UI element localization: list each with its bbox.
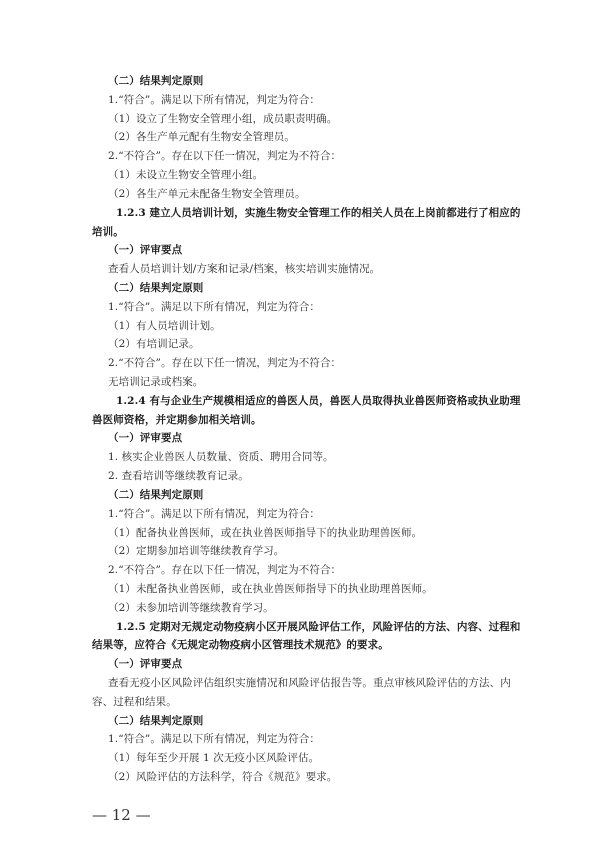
body-text: 1. 核实企业兽医人员数量、资质、聘用合同等。 [108,451,334,464]
body-text: 2.“不符合”。存在以下任一情况，判定为不符合： [108,357,342,370]
body-text: 无培训记录或档案。 [108,376,204,388]
section-heading: （二）结果判定原则 [108,714,204,727]
clause-heading: 1.2.5 定期对无规定动物疫病小区开展风险评估工作，风险评估的方法、内容、过程和 [116,620,521,633]
body-text: 1.“符合”。满足以下所有情况，判定为符合： [108,300,320,313]
body-text: （2）有培训记录。 [108,338,200,351]
section-heading: （二）结果判定原则 [108,281,204,294]
body-text: 容、过程和结果。 [92,695,177,708]
body-text: （2）各生产单元配有生物安全管理员。 [108,131,295,144]
section-heading: （一）评审要点 [108,658,183,671]
clause-heading: 兽医师资格，并定期参加相关培训。 [92,413,262,426]
body-text: （2）风险评估的方法科学，符合《规范》要求。 [108,771,338,783]
clause-heading: 1.2.3 建立人员培训计划，实施生物安全管理工作的相关人员在上岗前都进行了相应的 [116,206,521,219]
section-heading: （一）评审要点 [108,244,183,257]
body-text: （1）未设立生物安全管理小组。 [108,169,264,182]
body-text: 2.“不符合”。存在以下任一情况，判定为不符合： [108,150,342,163]
body-text: 1.“符合”。满足以下所有情况，判定为符合： [108,93,320,106]
clause-heading: 结果等，应符合《无规定动物疫病小区管理技术规范》的要求。 [92,639,389,652]
clause-heading: 1.2.4 有与企业生产规模相适应的兽医人员，兽医人员取得执业兽医师资格或执业助理 [116,394,521,407]
body-text: 查看无疫小区风险评估组织实施情况和风险评估报告等。重点审核风险评估的方法、内 [108,676,511,689]
body-text: （2）定期参加培训等继续教育学习。 [108,545,285,558]
page-number: — 12 — [92,806,151,824]
section-heading: （一）评审要点 [108,432,183,445]
body-text: （2）未参加培训等继续教育学习。 [108,601,274,614]
section-heading: （二）结果判定原则 [108,488,204,501]
body-text: 1.“符合”。满足以下所有情况，判定为符合： [108,507,320,520]
body-text: 1.“符合”。满足以下所有情况，判定为符合： [108,733,320,746]
body-text: （1）每年至少开展 1 次无疫小区风险评估。 [108,752,320,765]
body-text: （2）各生产单元未配备生物安全管理员。 [108,187,306,200]
body-text: 2.“不符合”。存在以下任一情况，判定为不符合： [108,564,342,577]
body-text: （1）未配备执业兽医师，或在执业兽医师指导下的执业助理兽医师。 [108,582,433,595]
body-text: （1）配备执业兽医师，或在执业兽医师指导下的执业助理兽医师。 [108,526,423,539]
body-text: （1）有人员培训计划。 [108,319,221,332]
body-text: 查看人员培训计划/方案和记录/档案，核实培训实施情况。 [108,263,381,276]
section-heading: （二）结果判定原则 [108,75,204,87]
body-text: （1）设立了生物安全管理小组，成员职责明确。 [108,112,338,125]
clause-heading: 培训。 [92,225,124,238]
body-text: 2. 查看培训等继续教育记录。 [108,470,249,482]
